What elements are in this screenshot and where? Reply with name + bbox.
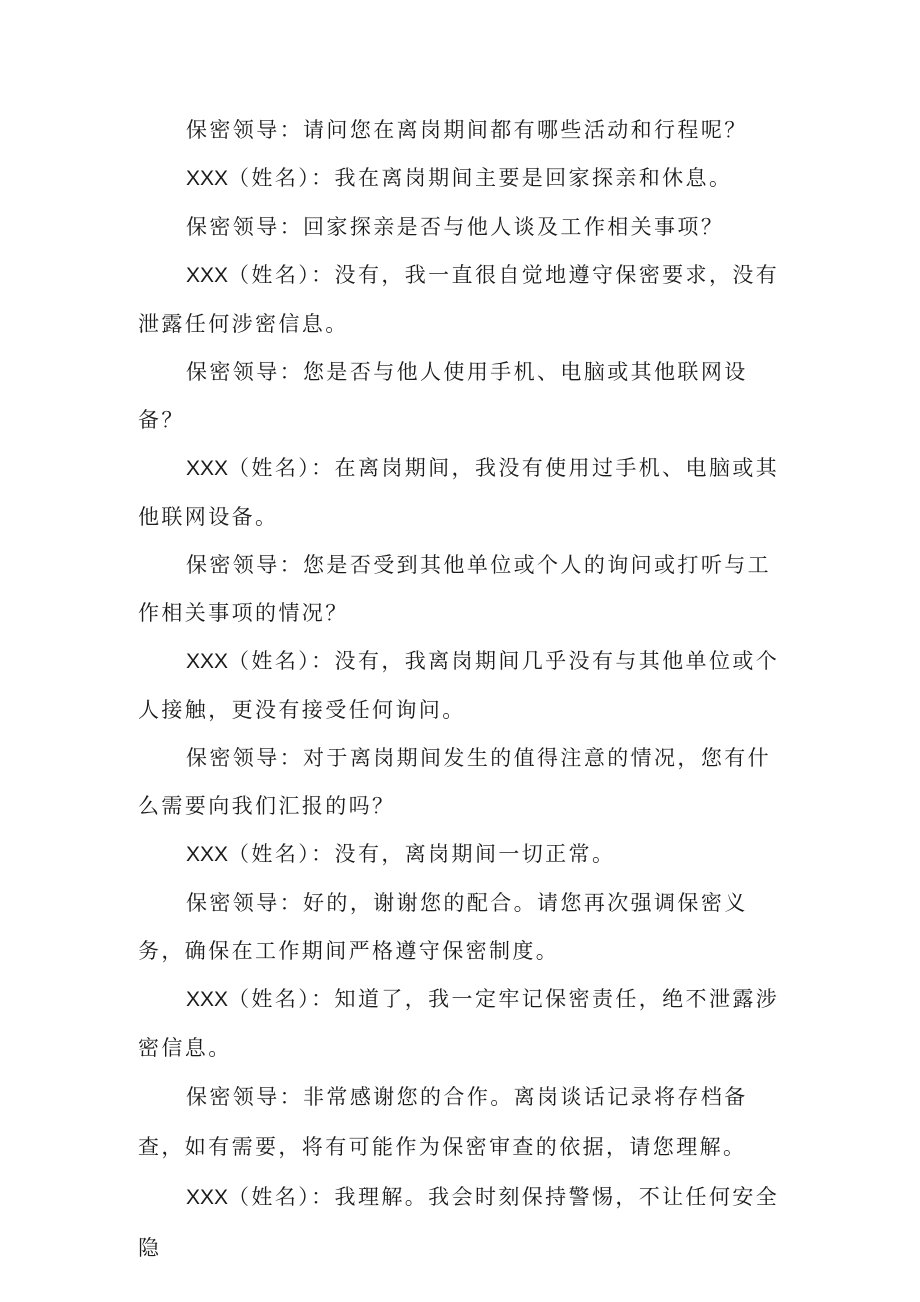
- separator: ：: [279, 360, 304, 384]
- line-text: 请问您在离岗期间都有哪些活动和行程呢？: [303, 118, 748, 142]
- line-text: 我理解。我会时刻保持警惕，不让任何安全隐: [138, 1185, 780, 1260]
- line-text: 您是否受到其他单位或个人的询问或打听与工作相关事项的情况？: [138, 553, 772, 625]
- separator: ：: [311, 1185, 335, 1209]
- speaker-label: XXX: [186, 650, 229, 673]
- line-text: 我在离岗期间主要是回家探亲和休息。: [334, 166, 733, 190]
- line-text: 对于离岗期间发生的值得注意的情况，您有什么需要向我们汇报的吗？: [138, 746, 772, 818]
- separator: ：: [311, 166, 335, 190]
- dialogue-line-leader: [138, 879, 792, 975]
- separator: ：: [311, 456, 335, 480]
- separator: ：: [279, 118, 304, 142]
- dialogue-line-leader: [138, 1072, 792, 1172]
- speaker-label: XXX: [186, 988, 229, 1011]
- name-tag: （姓名）: [228, 987, 312, 1011]
- separator: ：: [311, 842, 335, 866]
- separator: ：: [279, 215, 304, 239]
- name-tag: （姓名）: [228, 842, 312, 866]
- line-text: 非常感谢您的合作。离岗谈话记录将存档备: [303, 1085, 748, 1109]
- name-tag: （姓名）: [228, 263, 312, 287]
- line-text: 好的，谢谢您的配合。请您再次强调保密义务，确保在工作期间严格遵守保密制度。: [138, 891, 748, 963]
- dialogue-line-employee: [138, 830, 792, 879]
- dialogue-line-leader: [138, 541, 792, 637]
- speaker-label: 保密领导: [186, 360, 280, 384]
- name-tag: （姓名）: [228, 166, 312, 190]
- dialogue-line-leader: [138, 734, 792, 830]
- separator: ：: [311, 649, 335, 673]
- line-text-continued: 查，如有需要，将有可能作为保密审查的依据，请您理解。: [138, 1135, 747, 1159]
- dialogue-line-employee: [138, 637, 792, 734]
- speaker-label: 保密领导: [186, 746, 280, 770]
- line-text: 没有，我离岗期间几乎没有与其他单位或个人接触，更没有接受任何询问。: [138, 649, 780, 722]
- separator: ：: [311, 263, 335, 287]
- name-tag: （姓名）: [228, 649, 312, 673]
- separator: ：: [279, 746, 304, 770]
- name-tag: （姓名）: [228, 456, 312, 480]
- name-tag: （姓名）: [228, 1185, 312, 1209]
- speaker-label: 保密领导: [186, 215, 280, 239]
- dialogue-body: [138, 106, 792, 1273]
- separator: ：: [279, 1085, 304, 1109]
- dialogue-line-leader: [138, 203, 792, 251]
- dialogue-line-employee: [138, 251, 792, 348]
- line-row: [138, 1072, 792, 1122]
- speaker-label: XXX: [186, 457, 229, 480]
- dialogue-line-employee: [138, 154, 792, 203]
- speaker-label: XXX: [186, 264, 229, 287]
- speaker-label: 保密领导: [186, 891, 280, 915]
- speaker-label: 保密领导: [186, 1085, 280, 1109]
- dialogue-line-employee: [138, 1172, 792, 1273]
- separator: ：: [311, 987, 335, 1011]
- line-text: 在离岗期间，我没有使用过手机、电脑或其他联网设备。: [138, 456, 780, 529]
- speaker-label: XXX: [186, 843, 229, 866]
- dialogue-line-leader: [138, 348, 792, 444]
- dialogue-line-employee: [138, 975, 792, 1072]
- speaker-label: 保密领导: [186, 553, 280, 577]
- separator: ：: [279, 891, 304, 915]
- dialogue-line-leader: [138, 106, 792, 154]
- line-text: 知道了，我一定牢记保密责任，绝不泄露涉密信息。: [138, 987, 780, 1060]
- line-text: 没有，离岗期间一切正常。: [334, 842, 616, 866]
- speaker-label: XXX: [186, 167, 229, 190]
- dialogue-line-employee: [138, 444, 792, 541]
- speaker-label: 保密领导: [186, 118, 280, 142]
- line-text: 没有，我一直很自觉地遵守保密要求，没有泄露任何涉密信息。: [138, 263, 780, 336]
- separator: ：: [279, 553, 304, 577]
- line-text: 您是否与他人使用手机、电脑或其他联网设备？: [138, 360, 748, 432]
- line-text: 回家探亲是否与他人谈及工作相关事项？: [303, 215, 725, 239]
- speaker-label: XXX: [186, 1186, 229, 1209]
